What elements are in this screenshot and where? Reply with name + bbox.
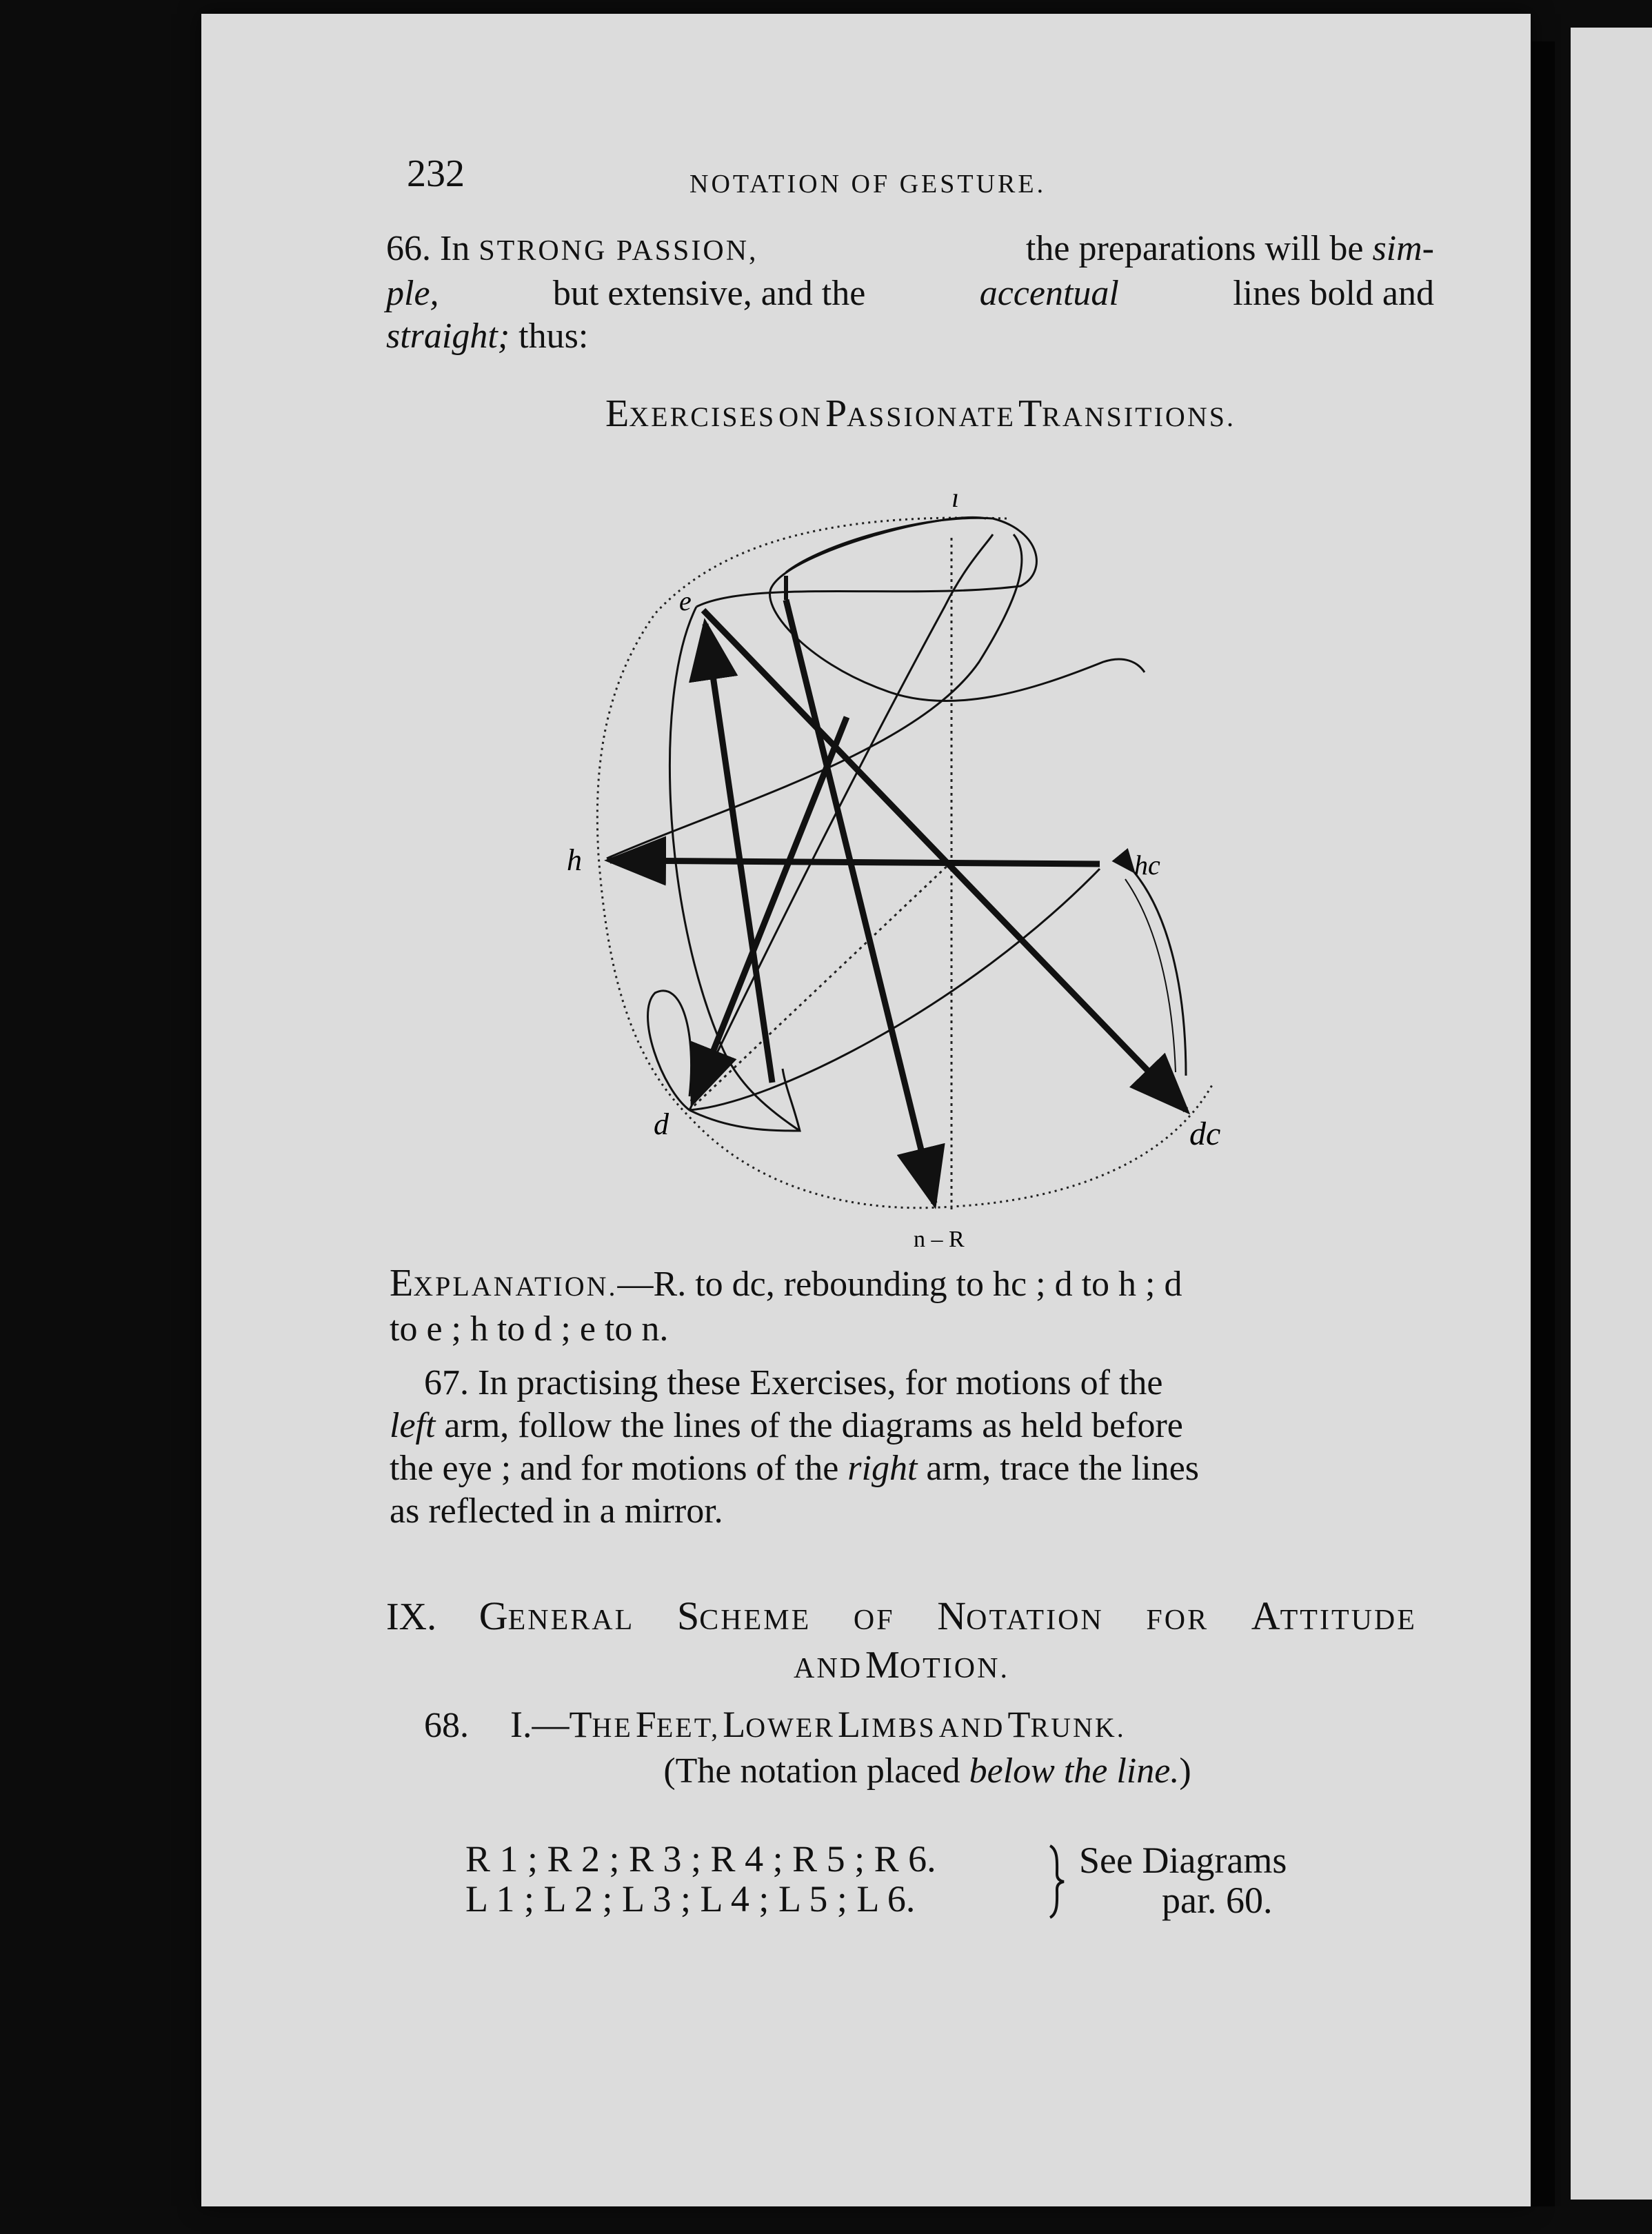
para67-line2 xyxy=(390,1405,1420,1447)
smallcaps: ASSIONATE xyxy=(847,401,1016,432)
cap: S xyxy=(676,1593,700,1638)
cap: L xyxy=(837,1704,860,1745)
para-number: 68. xyxy=(424,1706,469,1745)
cap: G xyxy=(479,1593,508,1638)
section-ix-line1 xyxy=(386,1593,1417,1639)
smallcaps: OWER xyxy=(745,1712,835,1743)
gesture-diagram xyxy=(538,476,1241,1262)
smallcaps: AND xyxy=(794,1653,863,1684)
text: —R. to dc, rebounding to hc ; d to h ; d xyxy=(617,1265,1182,1304)
section-ix-line2 xyxy=(386,1643,1417,1687)
exercises-heading xyxy=(524,392,1317,436)
smallcaps: EET, xyxy=(656,1712,721,1743)
para68-head xyxy=(424,1703,1376,1747)
italic-term: straight; xyxy=(386,316,510,356)
para66-line2 xyxy=(386,272,1434,315)
smallcaps: IMBS xyxy=(860,1712,936,1743)
cap: E xyxy=(390,1262,414,1305)
see-par: par. 60. xyxy=(1162,1880,1273,1921)
text: lines bold and xyxy=(1233,274,1434,313)
para67-line3 xyxy=(390,1447,1420,1490)
section-numeral: IX. xyxy=(386,1596,437,1638)
thin-curve xyxy=(669,607,800,1131)
heading-word xyxy=(479,1593,635,1639)
smallcaps: AND xyxy=(938,1712,1005,1743)
explanation-line2: to e ; h to d ; e to n. xyxy=(390,1309,669,1349)
text: (The notation placed xyxy=(663,1751,960,1791)
heading-word xyxy=(854,1604,895,1637)
smallcaps: RANSITIONS. xyxy=(1042,401,1236,432)
heading-word xyxy=(723,1704,835,1745)
text: the eye ; and for motions of the xyxy=(390,1449,839,1488)
paragraph-68 xyxy=(424,1703,1376,1793)
heading-word xyxy=(837,1704,936,1745)
explanation xyxy=(390,1262,1420,1351)
italic-term: below the line. xyxy=(969,1751,1180,1791)
cap: F xyxy=(635,1704,656,1745)
thin-curve xyxy=(689,1069,800,1131)
text: thus: xyxy=(518,316,589,356)
smallcaps: XERCISES xyxy=(629,401,776,432)
heading-word xyxy=(1146,1604,1209,1637)
para68-head-title xyxy=(510,1703,1126,1746)
label-h: h xyxy=(567,843,582,877)
label-d: d xyxy=(654,1107,669,1141)
facing-page-edge xyxy=(1571,28,1652,2200)
running-title: NOTATION OF GESTURE. xyxy=(689,170,1047,199)
arrow-e-to-n xyxy=(786,600,934,1203)
cap: L xyxy=(723,1704,746,1745)
thin-curve xyxy=(607,534,1022,858)
smallcaps: OTATION xyxy=(966,1604,1104,1636)
para68-note xyxy=(479,1750,1376,1793)
paragraph-66 xyxy=(386,228,1434,358)
smallcaps: CHEME xyxy=(699,1604,812,1636)
smallcaps: XPLANATION. xyxy=(413,1271,618,1302)
cap: M xyxy=(865,1644,900,1687)
text: arm, trace the lines xyxy=(926,1449,1200,1488)
brace-icon xyxy=(1046,1843,1067,1919)
arrow-d-to-e xyxy=(705,624,772,1083)
heading-word xyxy=(938,1712,1005,1743)
label-dc: dc xyxy=(1189,1116,1221,1152)
para-number: 66. xyxy=(386,229,431,268)
label-e: e xyxy=(679,585,692,616)
italic-term: accentual xyxy=(979,274,1119,313)
thin-curve xyxy=(648,991,692,1110)
arrow-hc-to-h xyxy=(610,861,1100,864)
cap: I.—T xyxy=(510,1704,592,1745)
section-ix-heading xyxy=(386,1593,1417,1687)
explanation-line1 xyxy=(390,1262,1420,1308)
notation-row-left: L 1 ; L 2 ; L 3 ; L 4 ; L 5 ; L 6. xyxy=(465,1878,916,1920)
rebound-arc-arrow xyxy=(1134,872,1186,1076)
italic-term: right xyxy=(847,1449,918,1488)
thin-curve xyxy=(696,518,1036,607)
italic-term: left xyxy=(390,1406,436,1445)
para66-line3 xyxy=(386,315,1434,358)
cap: N xyxy=(937,1593,967,1638)
text: ) xyxy=(1179,1751,1191,1791)
notation-table xyxy=(465,1838,1362,1927)
italic-term: ple, xyxy=(386,274,439,313)
cap: P xyxy=(825,392,847,435)
text: In xyxy=(440,229,470,268)
thin-curve xyxy=(770,517,1145,701)
para67-line4: as reflected in a mirror. xyxy=(390,1491,723,1531)
para66-line1 xyxy=(386,228,1434,272)
arrow-h-to-d xyxy=(693,717,847,1102)
page-number: 232 xyxy=(407,152,465,195)
heading-word xyxy=(794,1653,863,1684)
heading-word xyxy=(937,1593,1104,1639)
text: the preparations will be xyxy=(1025,229,1364,268)
cap: A xyxy=(1251,1593,1280,1638)
label-top: ı xyxy=(951,482,960,513)
heading-word xyxy=(510,1704,633,1745)
smallcaps: OF xyxy=(853,1604,895,1636)
heading-word xyxy=(865,1644,1009,1687)
smallcaps: FOR xyxy=(1146,1604,1209,1636)
smallcaps: ENERAL xyxy=(507,1604,635,1636)
rebound-arc-back xyxy=(1125,879,1176,1072)
binding-gutter xyxy=(1527,41,1555,2206)
smallcaps: RUNK. xyxy=(1030,1712,1126,1743)
cap: E xyxy=(605,392,629,435)
label-hc: hc xyxy=(1134,849,1160,880)
heading-word xyxy=(1007,1704,1126,1745)
paragraph-67 xyxy=(390,1362,1420,1533)
label-n-R: n – R xyxy=(914,1227,965,1252)
text: arm, follow the lines of the diagrams as held before xyxy=(444,1406,1183,1445)
heading-word xyxy=(1251,1593,1417,1639)
italic-term: sim- xyxy=(1372,229,1434,268)
text: but extensive, and the xyxy=(552,274,866,313)
cap: T xyxy=(1018,392,1042,435)
smallcaps: HE xyxy=(592,1712,633,1743)
cap: T xyxy=(1007,1704,1031,1745)
smallcaps: TTITUDE xyxy=(1280,1604,1417,1636)
thin-curve xyxy=(689,869,1100,1110)
notation-row-right: R 1 ; R 2 ; R 3 ; R 4 ; R 5 ; R 6. xyxy=(465,1838,936,1880)
heading-word xyxy=(635,1704,721,1745)
smallcaps: OTION. xyxy=(899,1653,1009,1684)
para67-line1: 67. In practising these Exercises, for motions of the xyxy=(424,1363,1163,1402)
see-diagrams: See Diagrams xyxy=(1079,1840,1287,1881)
heading-word xyxy=(677,1593,811,1639)
smallcaps-term: STRONG PASSION, xyxy=(479,235,758,267)
dotted-oblique-line xyxy=(689,862,951,1110)
smallcaps: ON xyxy=(778,401,823,432)
